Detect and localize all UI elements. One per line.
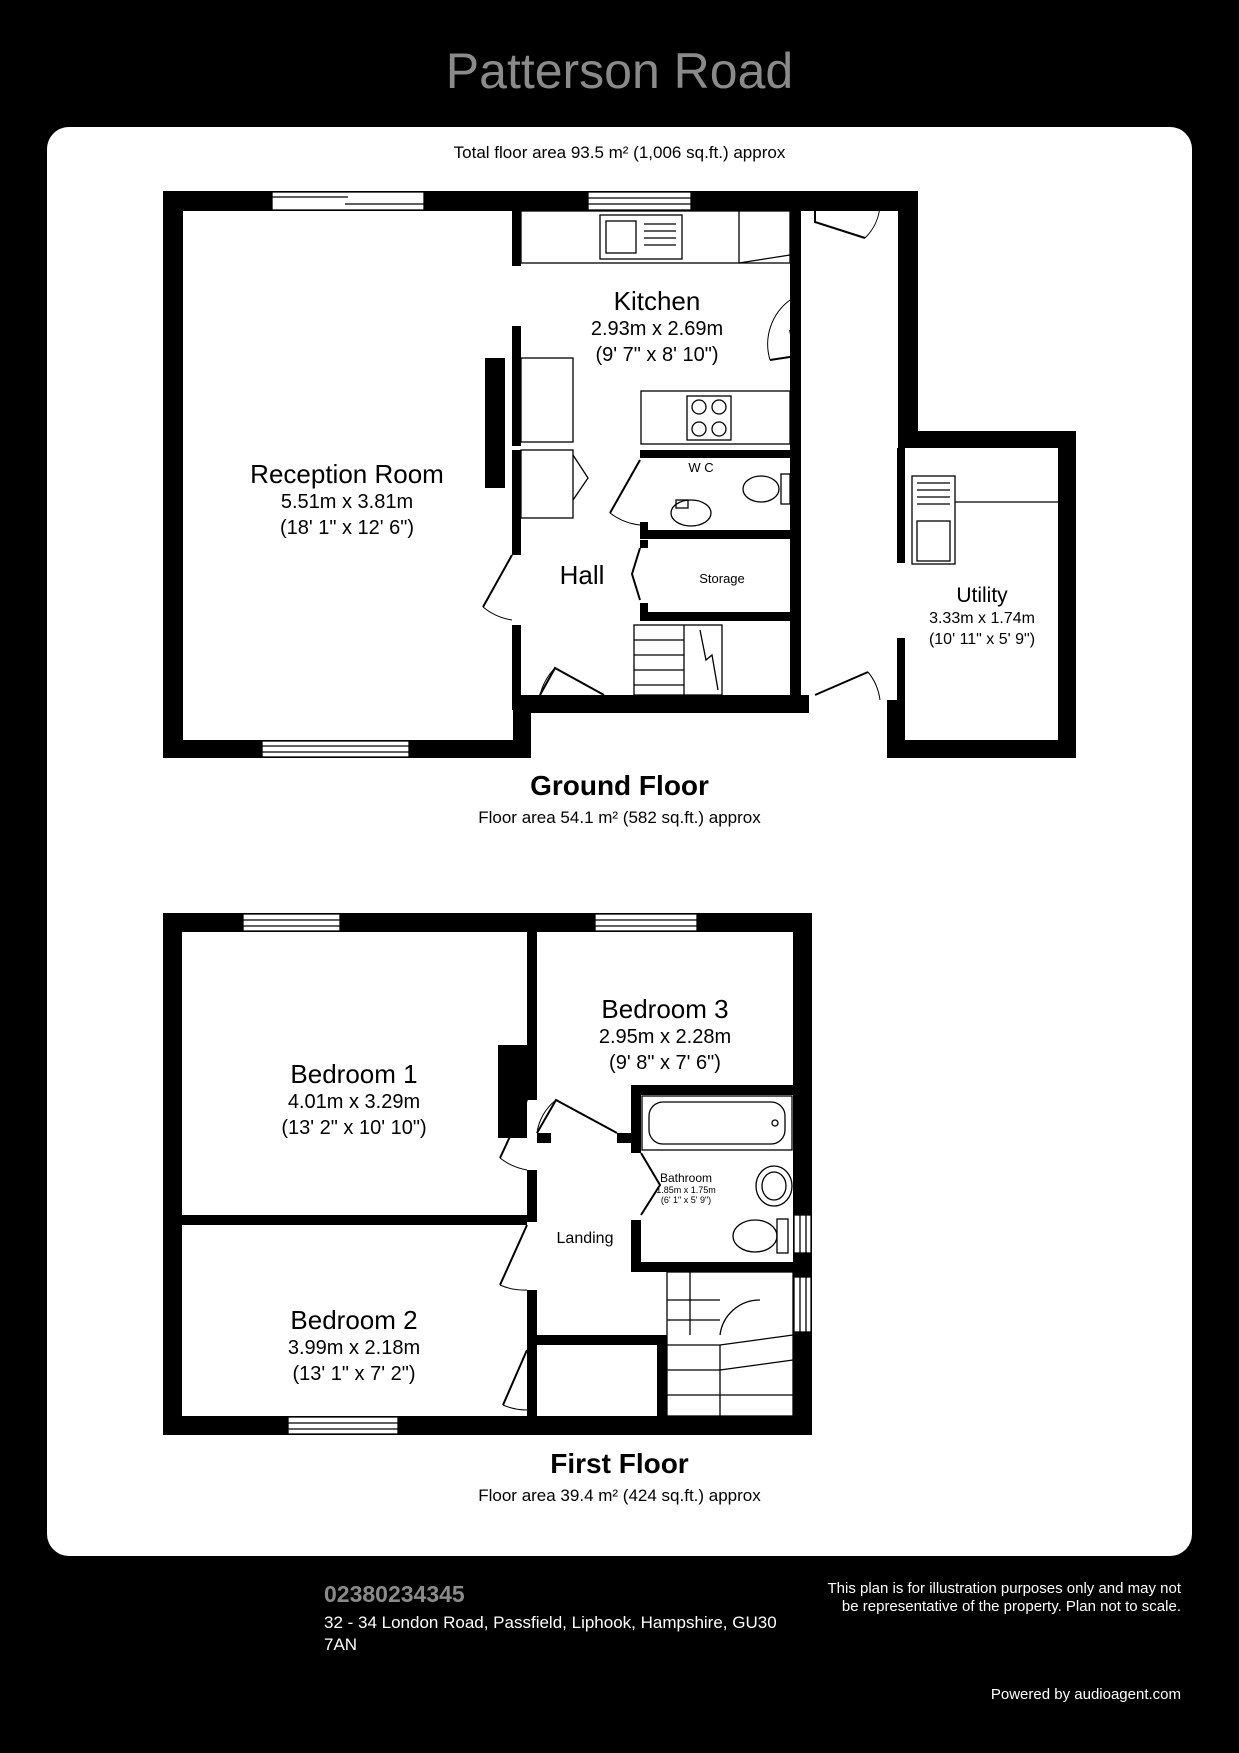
- room-name: Hall: [559, 560, 605, 590]
- agent-address: 32 - 34 London Road, Passfield, Liphook, Hampshire, GU30 7AN: [324, 1613, 777, 1654]
- room-metric: 2.93m x 2.69m: [590, 318, 724, 340]
- first-floor-area: Floor area 39.4 m² (424 sq.ft.) approx: [478, 1486, 761, 1505]
- room-name: Utility: [956, 584, 1008, 607]
- room-label-wc: [688, 460, 713, 476]
- powered-by-link[interactable]: Powered by audioagent.com: [990, 1686, 1181, 1703]
- room-label-hall: [560, 560, 605, 590]
- room-name: Bedroom 1: [290, 1059, 418, 1089]
- room-metric: 5.51m x 3.81m: [280, 491, 414, 513]
- room-imperial: (18' 1" x 12' 6"): [279, 517, 415, 539]
- room-name: Landing: [556, 1230, 614, 1247]
- room-name: Bedroom 3: [601, 994, 729, 1024]
- room-imperial: (6' 1" x 5' 9"): [660, 1195, 712, 1205]
- room-metric: 3.33m x 1.74m: [929, 610, 1035, 627]
- room-label-landing: [557, 1230, 614, 1248]
- room-label-kitchen: [591, 286, 723, 368]
- room-label-bedroom1: [281, 1059, 426, 1141]
- room-metric: 1.85m x 1.75m: [656, 1185, 716, 1195]
- room-name: Kitchen: [613, 286, 701, 316]
- room-imperial: (13' 2" x 10' 10"): [281, 1117, 427, 1139]
- room-name: Reception Room: [250, 459, 444, 489]
- room-metric: 3.99m x 2.18m: [287, 1337, 421, 1359]
- room-name: Bedroom 2: [290, 1305, 418, 1335]
- room-metric: 4.01m x 3.29m: [287, 1091, 421, 1113]
- total-floor-area: Total floor area 93.5 m² (1,006 sq.ft.) approx: [453, 143, 786, 162]
- property-title: Patterson Road: [445, 43, 794, 99]
- room-label-bedroom3: [599, 994, 731, 1076]
- room-metric: 2.95m x 2.28m: [598, 1026, 732, 1048]
- room-imperial: (10' 11" x 5' 9"): [928, 631, 1036, 648]
- room-label-utility: [929, 583, 1035, 650]
- room-label-storage: [699, 571, 745, 587]
- room-name: W C: [688, 460, 714, 475]
- room-label-bedroom2: [288, 1305, 420, 1387]
- room-imperial: (9' 8" x 7' 6"): [609, 1052, 721, 1074]
- ground-floor-title: Ground Floor: [530, 770, 709, 801]
- first-floor-title: First Floor: [550, 1448, 689, 1479]
- agent-phone: 02380234345: [324, 1581, 465, 1607]
- room-label-bathroom: [656, 1171, 716, 1205]
- room-imperial: (9' 7" x 8' 10"): [595, 344, 719, 366]
- room-label-reception: [250, 459, 444, 541]
- room-name: Bathroom: [659, 1171, 713, 1185]
- ground-floor-area: Floor area 54.1 m² (582 sq.ft.) approx: [478, 808, 761, 827]
- room-name: Storage: [699, 571, 745, 586]
- room-imperial: (13' 1" x 7' 2"): [292, 1363, 416, 1385]
- disclaimer-text: This plan is for illustration purposes only and may not be representative of the property. Plan not to scale.: [827, 1580, 1181, 1615]
